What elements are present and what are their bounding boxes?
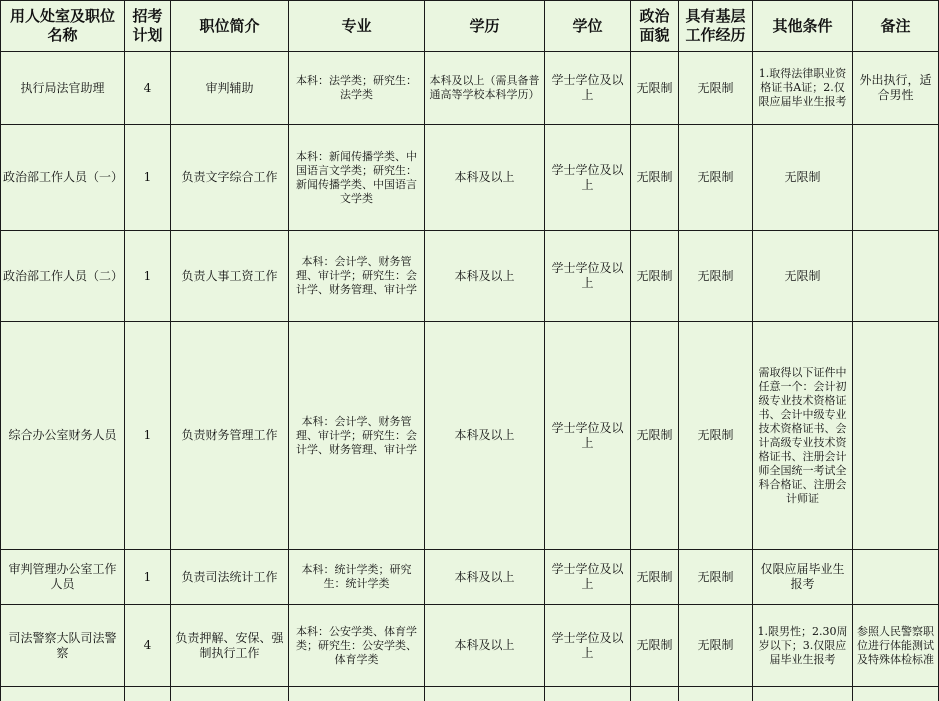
header-political: 政治面貌: [631, 1, 679, 52]
education-cell: 本科及以上: [425, 550, 545, 605]
grassroots-cell: 无限制: [679, 52, 753, 125]
remarks-cell: 参照人民警察职位进行体能测试及特殊体检标准: [853, 605, 939, 687]
major-cell: 本科：新闻传播学类、中国语言文学类；研究生：新闻传播学类、中国语言文学类: [289, 125, 425, 231]
header-major: 专业: [289, 1, 425, 52]
education-cell: 本科及以上: [425, 322, 545, 550]
grassroots-cell: 无限制: [679, 125, 753, 231]
table-row: [1, 52, 939, 125]
quota-cell: 1: [125, 231, 171, 322]
intro-cell: 负责人事工资工作: [171, 231, 289, 322]
education-cell: 本科及以上: [425, 231, 545, 322]
other-cell: 1.限男性；2.30周岁以下；3.仅限应届毕业生报考: [753, 605, 853, 687]
header-degree: 学位: [545, 1, 631, 52]
remarks-cell: [853, 322, 939, 550]
header-other: 其他条件: [753, 1, 853, 52]
other-cell: 仅限应届毕业生报考: [753, 550, 853, 605]
quota-cell: 1: [125, 550, 171, 605]
header-quota: 招考计划: [125, 1, 171, 52]
political-cell: 无限制: [631, 550, 679, 605]
table-row: [1, 125, 939, 231]
position-cell: 综合办公室财务人员: [1, 322, 125, 550]
intro-cell: 审判辅助: [171, 52, 289, 125]
intro-cell: 负责财务管理工作: [171, 322, 289, 550]
grassroots-cell: 无限制: [679, 231, 753, 322]
table-row: [1, 605, 939, 687]
position-cell: 政治部工作人员（二）: [1, 231, 125, 322]
intro-cell: 负责司法统计工作: [171, 550, 289, 605]
degree-cell: 学士学位及以上: [545, 231, 631, 322]
other-cell: 需取得以下证件中任意一个：会计初级专业技术资格证书、会计中级专业技术资格证书、会计高级专业技术资格证书、注册会计师全国统一考试全科合格证、注册会计师证: [753, 322, 853, 550]
grassroots-cell: 无限制: [679, 550, 753, 605]
political-cell: 无限制: [631, 322, 679, 550]
header-row: [1, 1, 939, 52]
major-cell: 本科：统计学类；研究生：统计学类: [289, 550, 425, 605]
degree-cell: 学士学位及以上: [545, 125, 631, 231]
table-row-cutoff: [1, 687, 939, 701]
quota-cell: 1: [125, 125, 171, 231]
grassroots-cell: 无限制: [679, 322, 753, 550]
header-unit-position: 用人处室及职位名称: [1, 1, 125, 52]
table-row: [1, 231, 939, 322]
quota-cell: 4: [125, 605, 171, 687]
quota-cell: 1: [125, 322, 171, 550]
education-cell: 本科及以上: [425, 125, 545, 231]
education-cell: 本科及以上: [425, 605, 545, 687]
position-cell: 司法警察大队司法警察: [1, 605, 125, 687]
political-cell: 无限制: [631, 125, 679, 231]
remarks-cell: [853, 125, 939, 231]
other-cell: 无限制: [753, 125, 853, 231]
header-education: 学历: [425, 1, 545, 52]
quota-cell: 4: [125, 52, 171, 125]
header-intro: 职位简介: [171, 1, 289, 52]
position-cell: 政治部工作人员（一）: [1, 125, 125, 231]
degree-cell: 学士学位及以上: [545, 550, 631, 605]
table-row: [1, 322, 939, 550]
intro-cell: 负责文字综合工作: [171, 125, 289, 231]
position-cell: 执行局法官助理: [1, 52, 125, 125]
intro-cell: 负责押解、安保、强制执行工作: [171, 605, 289, 687]
political-cell: 无限制: [631, 605, 679, 687]
remarks-cell: [853, 231, 939, 322]
degree-cell: 学士学位及以上: [545, 605, 631, 687]
other-cell: 无限制: [753, 231, 853, 322]
major-cell: 本科：会计学、财务管理、审计学；研究生：会计学、财务管理、审计学: [289, 322, 425, 550]
grassroots-cell: 无限制: [679, 605, 753, 687]
other-cell: 1.取得法律职业资格证书A证；2.仅限应届毕业生报考: [753, 52, 853, 125]
remarks-cell: [853, 550, 939, 605]
degree-cell: 学士学位及以上: [545, 322, 631, 550]
major-cell: 本科：公安学类、体育学类；研究生：公安学类、体育学类: [289, 605, 425, 687]
major-cell: 本科：法学类；研究生：法学类: [289, 52, 425, 125]
major-cell: 本科：会计学、财务管理、审计学；研究生：会计学、财务管理、审计学: [289, 231, 425, 322]
position-cell: 审判管理办公室工作人员: [1, 550, 125, 605]
degree-cell: 学士学位及以上: [545, 52, 631, 125]
political-cell: 无限制: [631, 231, 679, 322]
political-cell: 无限制: [631, 52, 679, 125]
table-row: [1, 550, 939, 605]
remarks-cell: 外出执行，适合男性: [853, 52, 939, 125]
header-remarks: 备注: [853, 1, 939, 52]
education-cell: 本科及以上（需具备普通高等学校本科学历）: [425, 52, 545, 125]
header-grassroots: 具有基层工作经历: [679, 1, 753, 52]
